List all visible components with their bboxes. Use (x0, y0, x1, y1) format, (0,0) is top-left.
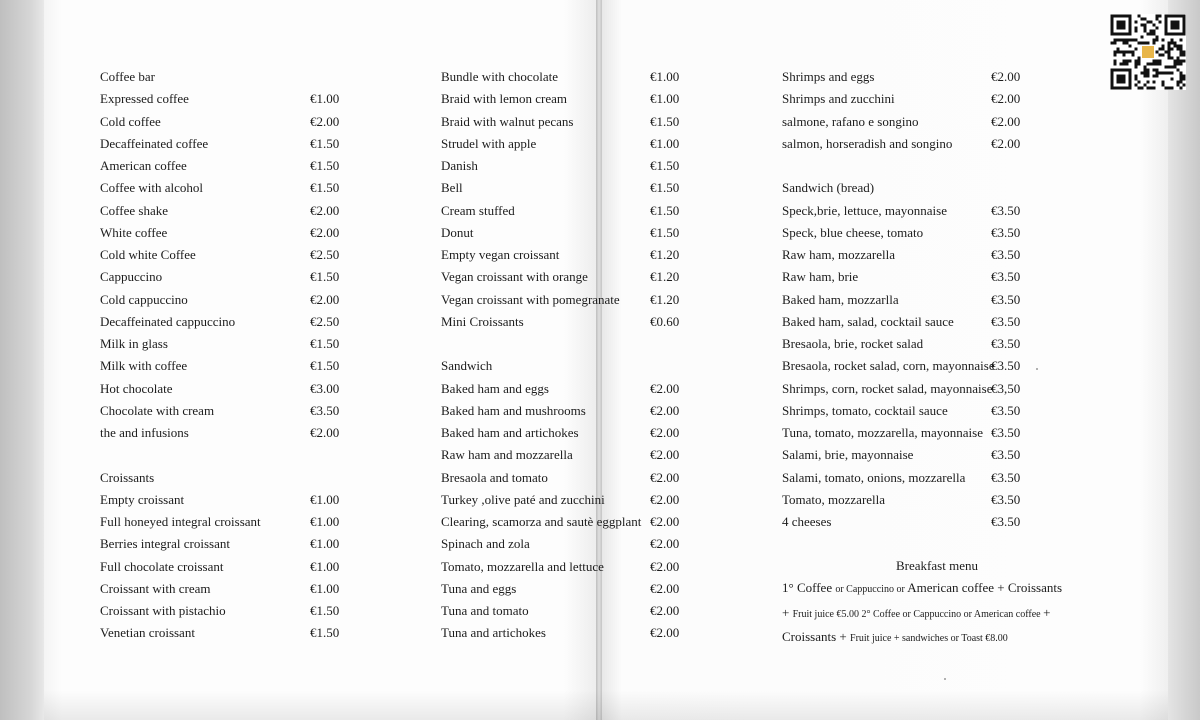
menu-item-name: Croissant with pistachio (100, 603, 226, 618)
menu-item-name: Donut (441, 224, 474, 240)
menu-item-price: €1.20 (650, 247, 680, 262)
menu-item-row (441, 400, 701, 422)
menu-item-name: Strudel with apple (441, 135, 537, 151)
menu-item-price: €1.50 (310, 269, 340, 285)
qr-code-icon[interactable] (1110, 14, 1186, 90)
menu-item-row (782, 378, 1042, 400)
menu-item-name: White coffee (100, 224, 168, 240)
menu-item-row (441, 177, 701, 199)
menu-item-name: Full chocolate croissant (100, 558, 224, 574)
menu-item-row (782, 66, 1042, 88)
menu-item-price: €3.50 (991, 202, 1021, 218)
menu-item-row (100, 177, 360, 199)
menu-item-name: Salami, tomato, onions, mozzarella (782, 469, 966, 485)
menu-item-name: Tomato, mozzarella (782, 491, 886, 507)
menu-item-price: €2.00 (650, 580, 680, 596)
menu-item-row (782, 444, 1042, 466)
menu-item-price: €3.50 (991, 291, 1021, 307)
menu-item-row (100, 155, 360, 177)
menu-item-name: Cream stuffed (441, 202, 515, 218)
menu-item-row (100, 556, 360, 578)
menu-item-name: Braid with walnut pecans (441, 113, 574, 129)
menu-item-price: €1.50 (650, 224, 680, 240)
menu-item-price: €3.50 (991, 447, 1021, 463)
qr-code-graphic (1110, 14, 1186, 90)
menu-item-name: Cold cappuccino (100, 291, 188, 307)
menu-spacer (782, 155, 1042, 177)
menu-item-row (100, 111, 360, 133)
menu-item-price: €3.50 (991, 425, 1021, 440)
breakfast-text-small: or Cappuccino or (835, 584, 908, 596)
menu-item-price: €1.00 (310, 536, 340, 552)
menu-item-name: Raw ham and mozzarella (441, 447, 573, 463)
menu-item-row (782, 200, 1042, 222)
menu-item-price: €3.50 (991, 336, 1021, 351)
menu-item-row (100, 400, 360, 422)
menu-item-price: €1.00 (310, 558, 340, 574)
menu-item-name: Empty croissant (100, 491, 185, 507)
menu-item-price: €2.00 (310, 202, 340, 218)
menu-item-name: Sandwich (441, 358, 493, 374)
menu-item-name: Tuna and eggs (441, 580, 517, 596)
menu-item-name: Expressed coffee (100, 91, 189, 107)
menu-item-name: Speck, blue cheese, tomato (782, 224, 924, 240)
menu-section-heading (782, 177, 1042, 199)
menu-item-price: €1.50 (650, 113, 680, 129)
menu-item-price: €3,50 (991, 380, 1021, 396)
menu-item-row (441, 289, 701, 311)
menu-item-name: Berries integral croissant (100, 536, 230, 552)
menu-item-name: Tuna and tomato (441, 603, 529, 618)
menu-item-price: €2.00 (650, 469, 680, 485)
menu-item-name: Shrimps and eggs (782, 69, 875, 84)
menu-item-name: Bell (441, 180, 463, 196)
menu-item-price: €2.00 (991, 91, 1021, 107)
page-bottom-shadow (44, 690, 1168, 720)
menu-item-name: 4 cheeses (782, 514, 832, 529)
menu-item-price: €2.00 (650, 425, 680, 440)
menu-item-name: Vegan croissant with orange (441, 269, 588, 285)
menu-item-row (100, 88, 360, 110)
menu-item-price: €1.00 (650, 135, 680, 151)
breakfast-text-small: Fruit juice €5.00 2° Coffee or Cappuccino or American coffee (792, 608, 1044, 620)
menu-item-name: Salami, brie, mayonnaise (782, 447, 914, 463)
menu-item-row (441, 489, 701, 511)
menu-item-name: Baked ham, salad, cocktail sauce (782, 313, 954, 329)
menu-item-name: Shrimps, tomato, cocktail sauce (782, 402, 948, 418)
menu-item-name: Baked ham and mushrooms (441, 402, 586, 418)
menu-item-price: €1.20 (650, 291, 680, 307)
menu-item-row (782, 222, 1042, 244)
menu-section-heading (441, 355, 701, 377)
menu-item-name: Venetian croissant (100, 625, 195, 641)
menu-item-name: Bresaola, rocket salad, corn, mayonnaise (782, 358, 995, 374)
page-speck (1036, 368, 1038, 370)
menu-item-price: €3.50 (991, 402, 1021, 418)
menu-item-name: salmone, rafano e songino (782, 113, 919, 129)
menu-item-price: €2.00 (650, 625, 680, 641)
menu-item-row (100, 355, 360, 377)
menu-item-name: Coffee with alcohol (100, 180, 204, 196)
breakfast-menu-title: Breakfast menu (896, 558, 978, 573)
menu-item-name: Empty vegan croissant (441, 247, 560, 262)
menu-item-price: €1.50 (310, 336, 340, 351)
menu-item-row (441, 622, 701, 644)
menu-item-price: €1.00 (650, 69, 680, 84)
menu-item-price: €3.50 (991, 491, 1021, 507)
menu-item-row (100, 289, 360, 311)
menu-item-row (782, 511, 1042, 533)
menu-item-name: Spinach and zola (441, 536, 530, 552)
menu-item-name: Baked ham, mozzarlla (782, 291, 899, 307)
menu-item-row (100, 222, 360, 244)
menu-item-name: salmon, horseradish and songino (782, 135, 953, 151)
breakfast-option-line-1 (782, 577, 1112, 601)
menu-column-sandwich-bread (782, 66, 1042, 533)
menu-item-row (782, 489, 1042, 511)
menu-item-price: €1.50 (310, 135, 340, 151)
menu-spacer (441, 333, 701, 355)
menu-item-price: €1.00 (650, 91, 680, 107)
menu-item-name: Milk with coffee (100, 358, 188, 374)
breakfast-text: Croissants + (782, 628, 851, 644)
menu-item-row (441, 133, 701, 155)
menu-item-name: American coffee (100, 158, 187, 173)
menu-item-name: Speck,brie, lettuce, mayonnaise (782, 202, 947, 218)
menu-item-name: Raw ham, brie (782, 269, 859, 285)
menu-item-row (441, 467, 701, 489)
menu-item-name: Tuna and artichokes (441, 625, 546, 641)
menu-item-name: Shrimps, corn, rocket salad, mayonnaise (782, 380, 993, 396)
menu-item-price: €2.00 (650, 380, 680, 396)
book-edge-right (1168, 0, 1200, 720)
menu-item-row (441, 311, 701, 333)
menu-item-price: €2.00 (310, 425, 340, 440)
breakfast-text: + (1043, 604, 1051, 620)
menu-item-name: Cold white Coffee (100, 247, 196, 262)
breakfast-text: 1° Coffee (782, 580, 836, 596)
menu-item-row (441, 444, 701, 466)
menu-item-row (100, 600, 360, 622)
menu-item-name: Coffee shake (100, 202, 168, 218)
menu-item-row (100, 266, 360, 288)
menu-item-price: €3.50 (991, 269, 1021, 285)
menu-section-heading (100, 66, 360, 88)
menu-item-row (100, 244, 360, 266)
menu-item-row (100, 133, 360, 155)
menu-item-name: Bresaola and tomato (441, 469, 548, 485)
menu-item-name: Bresaola, brie, rocket salad (782, 336, 924, 351)
menu-item-row (782, 133, 1042, 155)
menu-item-price: €1.20 (650, 269, 680, 285)
menu-item-name: Cold coffee (100, 113, 161, 129)
menu-item-name: Full honeyed integral croissant (100, 514, 261, 529)
menu-item-row (782, 467, 1042, 489)
menu-item-name: Milk in glass (100, 336, 168, 351)
menu-item-price: €2.00 (650, 402, 680, 418)
menu-item-row (782, 289, 1042, 311)
menu-item-row (441, 533, 701, 555)
menu-item-row (782, 422, 1042, 444)
menu-item-row (100, 533, 360, 555)
menu-item-row (100, 333, 360, 355)
menu-column-pastries-sandwich (441, 66, 701, 645)
menu-item-row (100, 511, 360, 533)
menu-item-name: Turkey ,olive paté and zucchini (441, 491, 605, 507)
menu-item-name: Braid with lemon cream (441, 91, 567, 107)
menu-item-row (441, 378, 701, 400)
menu-item-row (441, 155, 701, 177)
breakfast-menu-section (782, 555, 1112, 650)
menu-item-price: €3.50 (991, 469, 1021, 485)
menu-item-price: €2.50 (310, 313, 340, 329)
menu-item-row (441, 88, 701, 110)
menu-item-name: Coffee bar (100, 69, 155, 84)
menu-item-price: €1.50 (310, 358, 340, 374)
book-edge-left (0, 0, 44, 720)
menu-item-name: Mini Croissants (441, 313, 524, 329)
menu-item-row (441, 111, 701, 133)
menu-item-row (782, 400, 1042, 422)
menu-item-row (441, 244, 701, 266)
menu-item-row (782, 311, 1042, 333)
menu-item-price: €2.00 (991, 135, 1021, 151)
menu-item-name: Vegan croissant with pomegranate (441, 291, 620, 307)
menu-item-price: €1.50 (650, 158, 680, 173)
menu-item-row (441, 511, 701, 533)
menu-item-price: €1.50 (310, 180, 340, 196)
menu-item-price: €3.50 (991, 514, 1021, 529)
menu-item-row (782, 88, 1042, 110)
menu-item-name: Bundle with chocolate (441, 69, 558, 84)
menu-item-price: €1.50 (310, 158, 340, 173)
menu-item-price: €2.00 (991, 113, 1021, 129)
menu-item-name: Hot chocolate (100, 380, 173, 396)
menu-item-row (441, 200, 701, 222)
menu-item-name: Croissants (100, 469, 155, 485)
menu-section-heading (100, 467, 360, 489)
menu-item-price: €3.00 (310, 380, 340, 396)
menu-item-row (441, 222, 701, 244)
menu-item-price: €2.00 (310, 291, 340, 307)
menu-item-price: €2.00 (650, 491, 680, 507)
menu-item-row (100, 622, 360, 644)
menu-spacer (100, 444, 360, 466)
menu-item-name: Raw ham, mozzarella (782, 247, 895, 262)
menu-column-coffee-croissants (100, 66, 360, 645)
menu-item-name: Decaffeinated cappuccino (100, 313, 236, 329)
menu-item-price: €0.60 (650, 313, 680, 329)
menu-item-row (441, 422, 701, 444)
menu-item-price: €2.00 (650, 603, 680, 618)
menu-item-name: Baked ham and eggs (441, 380, 549, 396)
menu-item-price: €3.50 (310, 402, 340, 418)
breakfast-text: + (782, 604, 793, 620)
menu-item-name: Decaffeinated coffee (100, 135, 209, 151)
menu-item-name: the and infusions (100, 425, 189, 440)
menu-item-price: €1.50 (650, 202, 680, 218)
menu-item-name: Croissant with cream (100, 580, 211, 596)
breakfast-text-small: Fruit juice + sandwiches or Toast €8.00 (850, 632, 1008, 644)
menu-item-name: Chocolate with cream (100, 402, 215, 418)
menu-item-row (441, 66, 701, 88)
menu-item-price: €1.00 (310, 91, 340, 107)
menu-item-price: €1.50 (310, 603, 340, 618)
menu-item-price: €3.50 (991, 313, 1021, 329)
breakfast-text: American coffee + Croissants (907, 580, 1063, 596)
menu-item-name: Danish (441, 158, 478, 173)
menu-item-price: €2.00 (991, 69, 1021, 84)
menu-item-name: Cappuccino (100, 269, 163, 285)
menu-item-row (782, 266, 1042, 288)
menu-item-price: €2.00 (650, 514, 680, 529)
menu-item-row (441, 578, 701, 600)
menu-item-row (100, 578, 360, 600)
menu-item-row (441, 266, 701, 288)
menu-item-price: €1.50 (650, 180, 680, 196)
menu-item-price: €2.00 (310, 224, 340, 240)
menu-item-price: €2.00 (650, 536, 680, 552)
menu-item-row (100, 311, 360, 333)
menu-item-row (100, 378, 360, 400)
menu-item-price: €1.50 (310, 625, 340, 641)
menu-item-price: €2.00 (650, 558, 680, 574)
menu-item-price: €2.50 (310, 247, 340, 262)
menu-item-name: Tomato, mozzarella and lettuce (441, 558, 604, 574)
menu-item-price: €3.50 (991, 358, 1021, 374)
menu-item-price: €1.00 (310, 580, 340, 596)
menu-item-price: €1.00 (310, 514, 340, 529)
menu-item-price: €2.00 (650, 447, 680, 463)
menu-item-row (441, 556, 701, 578)
menu-item-price: €3.50 (991, 224, 1021, 240)
menu-item-row (100, 200, 360, 222)
menu-item-row (782, 333, 1042, 355)
breakfast-option-line-2 (782, 602, 1112, 626)
menu-item-price: €2.00 (310, 113, 340, 129)
menu-item-row (782, 111, 1042, 133)
menu-item-row (782, 355, 1042, 377)
menu-item-name: Shrimps and zucchini (782, 91, 895, 107)
menu-item-name: Clearing, scamorza and sautè eggplant (441, 514, 642, 529)
menu-item-row (441, 600, 701, 622)
breakfast-option-line-3 (782, 626, 1112, 650)
menu-item-price: €1.00 (310, 491, 340, 507)
menu-item-row (100, 422, 360, 444)
page-speck (944, 678, 946, 680)
menu-item-name: Tuna, tomato, mozzarella, mayonnaise (782, 425, 983, 440)
menu-item-name: Baked ham and artichokes (441, 425, 579, 440)
menu-item-row (782, 244, 1042, 266)
menu-item-price: €3.50 (991, 247, 1021, 262)
menu-item-name: Sandwich (bread) (782, 180, 875, 196)
menu-item-row (100, 489, 360, 511)
